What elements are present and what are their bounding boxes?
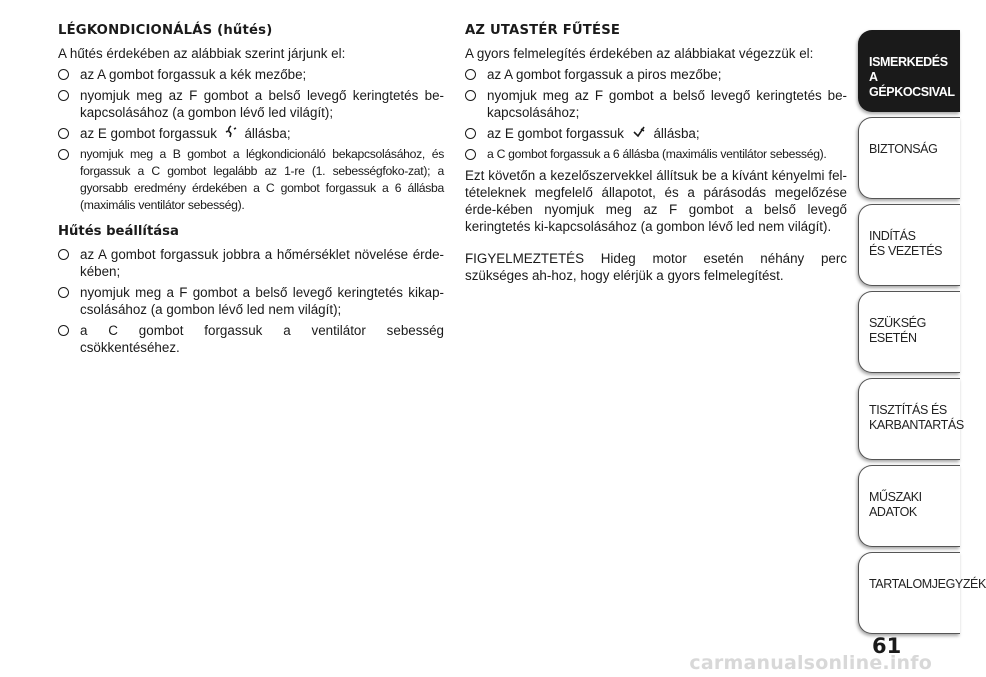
list-item: nyomjuk meg a B gombot a légkondicionáló bekapcsolásához, és forgassuk a C gombot legalább az 1-re (1. sebességfoko-zat); a gyorsabb eredmény érdekében a C gombot forgassuk a 6 állásba (maximális ventilátor sebesség). [58,146,444,214]
warning-note: FIGYELMEZTETÉS Hideg motor esetén néhány perc szükséges ah-hoz, hogy elérjük a gyors felmelegítést. [465,251,847,283]
right-column [465,22,847,288]
list-item: nyomjuk meg az F gombot a belső levegő keringtetés be-kapcsolásához; [465,87,847,121]
spacer [465,239,847,250]
tab-tisztitas[interactable]: TISZTÍTÁS ÉS KARBANTARTÁS [858,378,960,460]
tab-tartalomjegyzek[interactable]: TARTALOMJEGYZÉK [858,552,960,634]
tab-inditas[interactable]: INDÍTÁS ÉS VEZETÉS [858,204,960,286]
bullet-icon [58,149,69,160]
tab-ismerkedes[interactable]: ISMERKEDÉS A GÉPKOCSIVAL [858,30,960,112]
watermark: carmanualsonline.info [689,652,932,674]
bullet-icon [58,325,69,336]
bullet-icon [465,69,476,80]
list-item: az A gombot forgassuk a kék mezőbe; [58,66,444,83]
heating-paragraph: Ezt követőn a kezelőszervekkel állítsuk be a kívánt kényelmi fel-tételeknek megfelelő állapotot, és a párásodás megelőzése érde-kében nyomjuk meg az F gombot a belső levegő keringtetés ki-kapcsolásához (a gombon lévő led nem világít). [465,168,847,234]
cooling-intro: A hűtés érdekében az alábbiak szerint járjunk el: [58,46,346,61]
chapter-tabs [858,30,986,639]
list-item: az E gombot forgassuk állásba; [58,125,444,142]
sub-heading-cooling-adjust: Hűtés beállítása [58,224,179,239]
list-item: az A gombot forgassuk jobbra a hőmérséklet növelése érde-kében; [58,246,444,280]
list-item: a C gombot forgassuk a 6 állásba (maximális ventilátor sebesség). [465,146,847,163]
page-number: 61 [872,634,902,658]
section-heading-cooling: LÉGKONDICIONÁLÁS (hűtés) [58,23,273,38]
face-vent-icon [225,125,237,142]
section-heading-heating: AZ UTASTÉR FŰTÉSE [465,23,621,38]
adjust-steps [58,246,444,356]
tab-szukseg[interactable]: SZÜKSÉG ESETÉN [858,291,960,373]
bullet-icon [58,90,69,101]
cooling-steps [58,66,444,214]
heating-intro: A gyors felmelegítés érdekében az alábbiakat végezzük el: [465,46,814,61]
bullet-icon [58,249,69,260]
bullet-icon [58,287,69,298]
bullet-icon [465,149,476,160]
feet-vent-icon [632,125,646,142]
list-item: nyomjuk meg a F gombot a belső levegő keringtetés kikap-csolásához (a gombon lévő led nem világít); [58,284,444,318]
heating-steps [465,66,847,163]
list-item: a C gombot forgassuk a ventilátor sebesség csökkentéséhez. [58,322,444,356]
list-item: az E gombot forgassuk állásba; [465,125,847,142]
tab-biztonsag[interactable]: BIZTONSÁG [858,117,960,199]
bullet-icon [58,128,69,139]
left-column [58,22,444,360]
list-item: nyomjuk meg az F gombot a belső levegő keringtetés be-kapcsolásához (a gombon lévő led világít); [58,87,444,121]
bullet-icon [465,90,476,101]
bullet-icon [465,128,476,139]
tab-muszaki[interactable]: MŰSZAKI ADATOK [858,465,960,547]
list-item: az A gombot forgassuk a piros mezőbe; [465,66,847,83]
bullet-icon [58,69,69,80]
